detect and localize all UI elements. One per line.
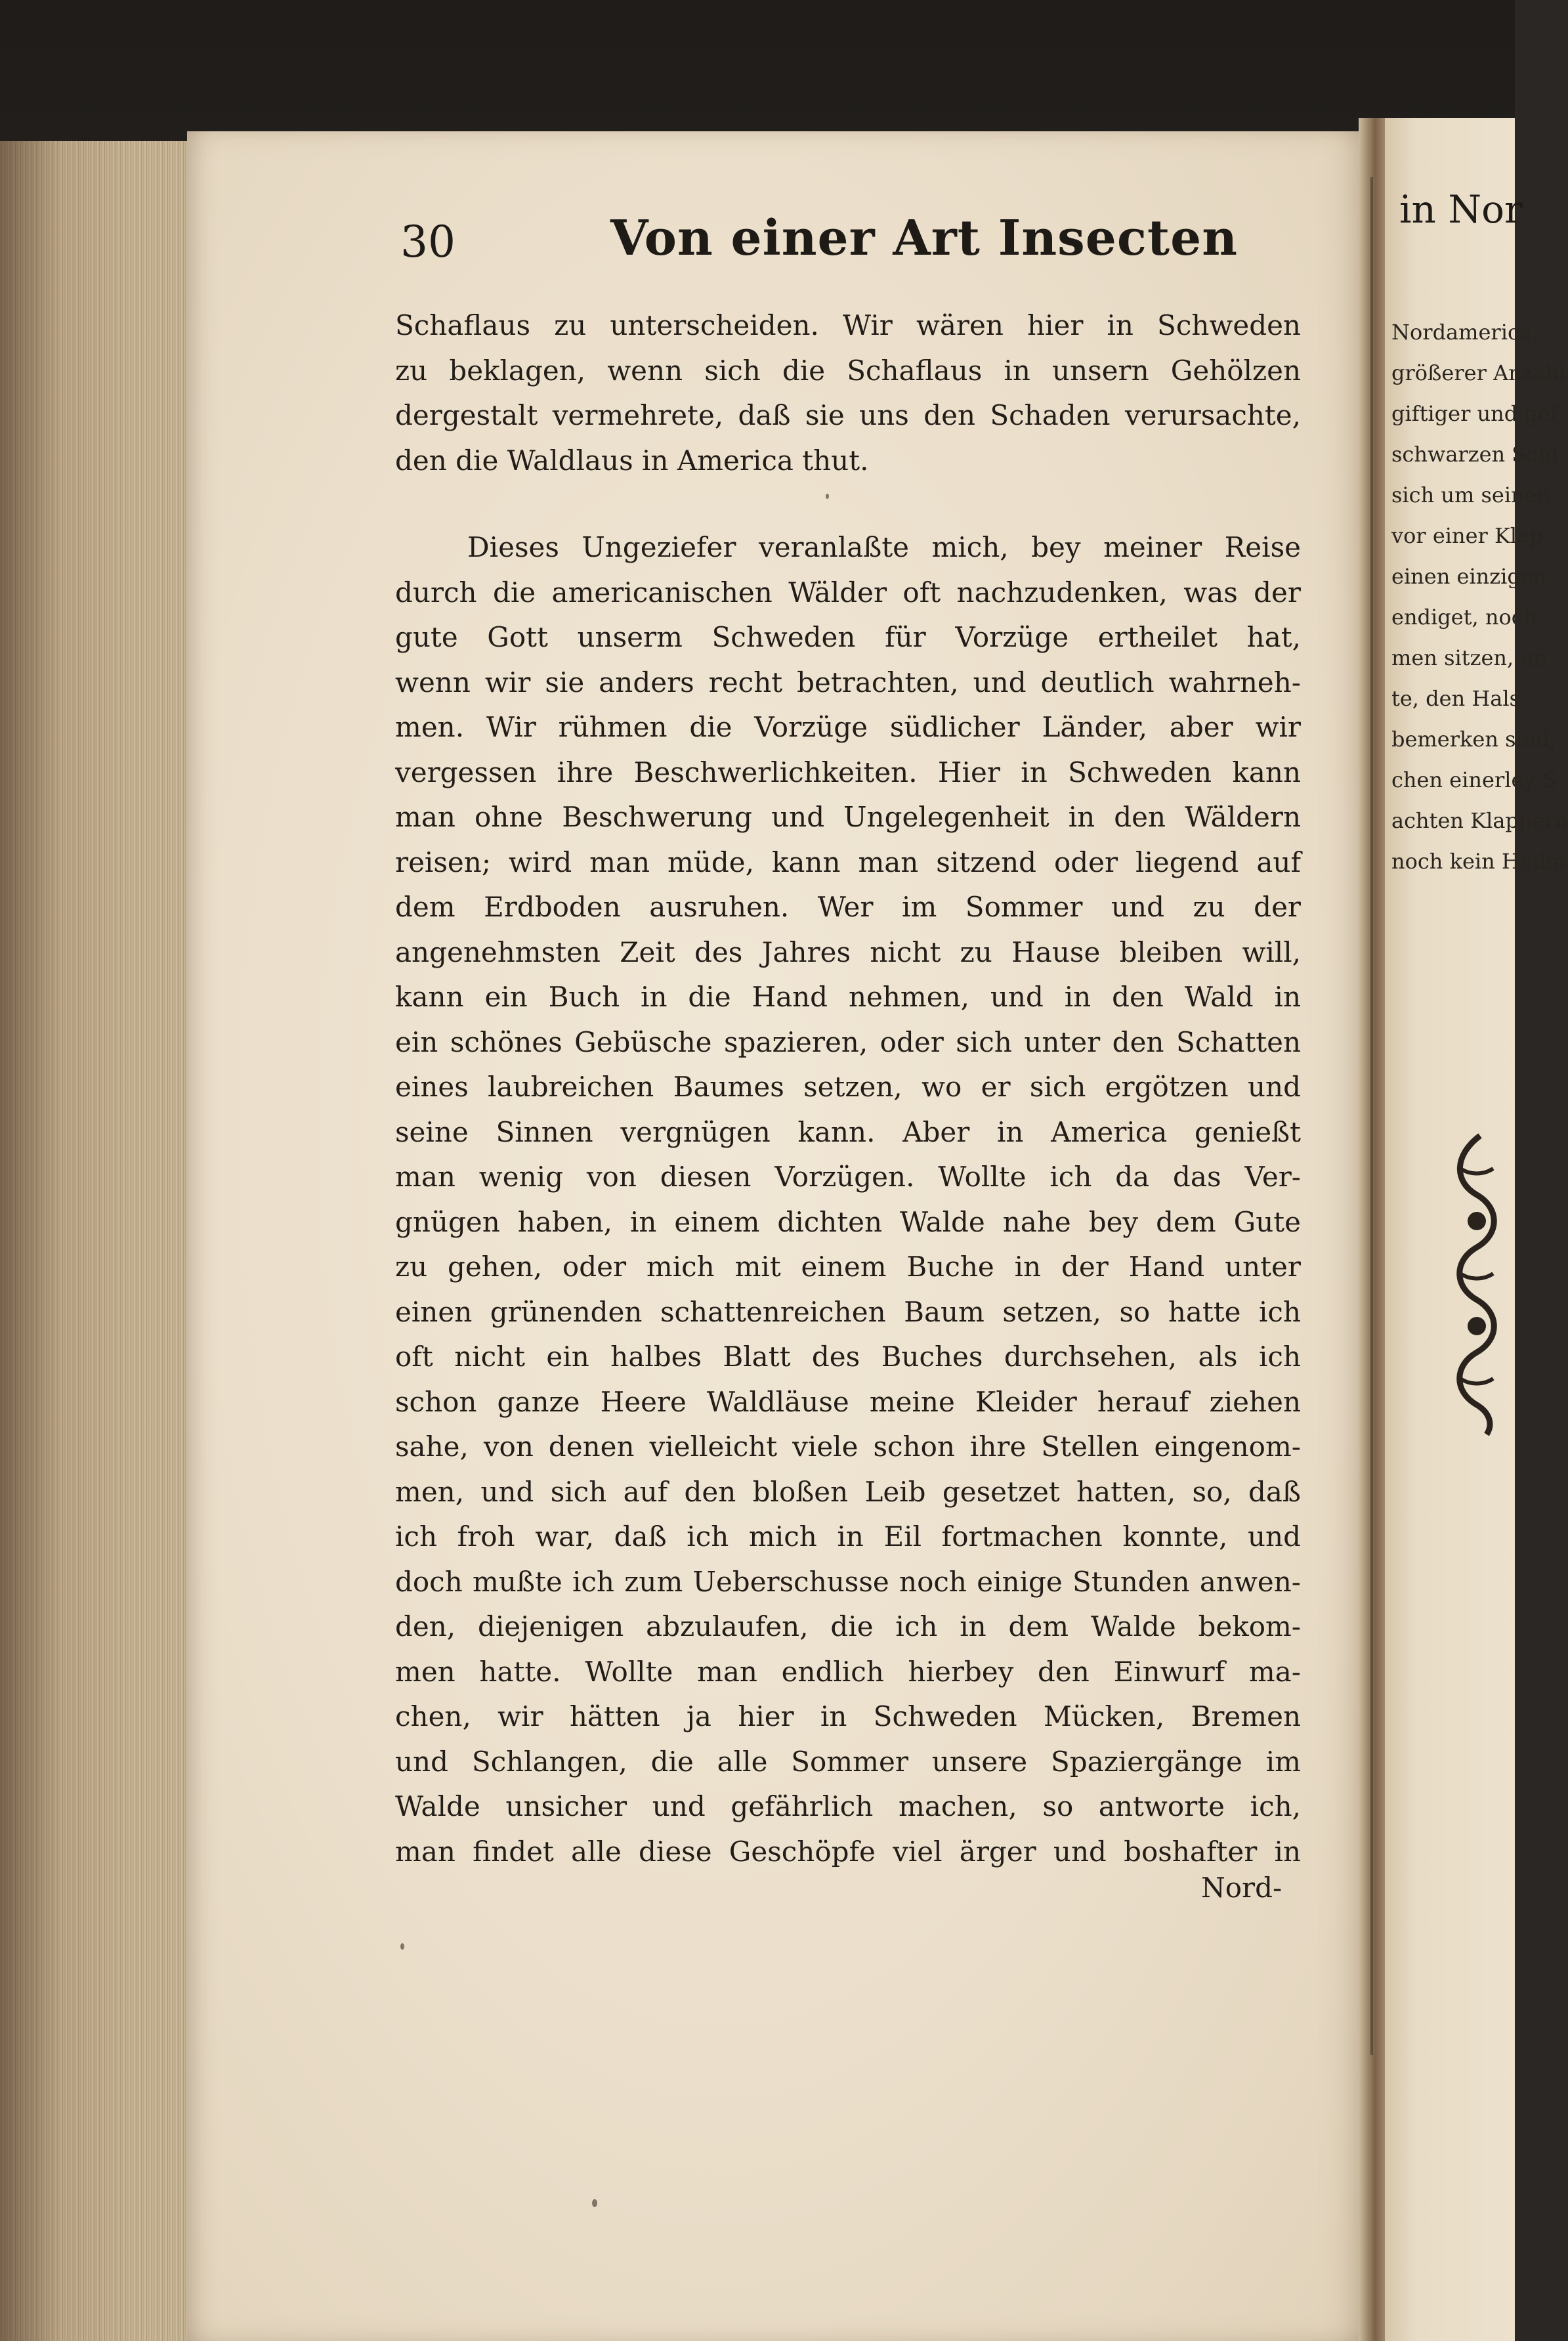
facing-line: chen einerley S [1391,767,1557,792]
paragraph-2 [395,525,1301,1874]
facing-line: achten Klappern [1391,808,1568,833]
text-line: eines laubreichen Baumes setzen, wo er sich ergötzen und [395,1071,1301,1103]
text-line: ein schönes Gebüsche spazieren, oder sich unter den Schatten [395,1025,1301,1058]
paper-speck [400,1943,404,1950]
text-line: den, diejenigen abzulaufen, die ich in dem Walde bekom- [395,1610,1301,1643]
facing-line: einen einzigen [1391,564,1547,589]
page-number: 30 [400,217,456,267]
text-line: durch die americanischen Wälder oft nachzudenken, was der [395,576,1301,609]
text-line: men, und sich auf den bloßen Leib gesetzet hatten, so, daß [395,1475,1301,1508]
facing-line: endiget, noch [1391,605,1537,630]
facing-line: schwarzen Schl [1391,442,1558,467]
text-line: wenn wir sie anders recht betrachten, und deutlich wahrneh- [395,666,1301,698]
text-line: sahe, von denen vielleicht viele schon ihre Stellen eingenom- [395,1430,1301,1463]
page-header [400,210,1300,282]
ornament-icon [1441,1129,1513,1438]
text-line: reisen; wird man müde, kann man sitzend oder liegend auf [395,846,1301,878]
text-line: man ohne Beschwerung und Ungelegenheit in den Wäldern [395,801,1301,833]
paper-speck [826,494,829,499]
text-line: schon ganze Heere Waldläuse meine Kleider herauf ziehen [395,1385,1301,1418]
text-line: chen, wir hätten ja hier in Schweden Mücken, Bremen [395,1700,1301,1732]
facing-line: bemerken sind, [1391,727,1557,752]
facing-page-text [1391,312,1568,882]
facing-line: men sitzen, un [1391,645,1548,670]
text-line: kann ein Buch in die Hand nehmen, und in den Wald in [395,981,1301,1013]
stacked-page-edges [0,141,199,2341]
text-line: dem Erdboden ausruhen. Wer im Sommer und zu der [395,891,1301,923]
text-line: ich froh war, daß ich mich in Eil fortmachen konnte, und [395,1520,1301,1553]
facing-line: giftiger und gef [1391,401,1558,426]
text-line: vergessen ihre Beschwerlichkeiten. Hier in Schweden kann [395,756,1301,788]
text-line: seine Sinnen vergnügen kann. Aber in America genießt [395,1115,1301,1148]
text-line: zu beklagen, wenn sich die Schaflaus in unsern Gehölzen [395,354,1301,387]
running-title: Von einer Art Insecten [610,210,1238,267]
facing-page-header: in Nor [1399,187,1523,232]
text-line: gnügen haben, in einem dichten Walde nahe bey dem Gute [395,1205,1301,1238]
facing-line: größerer Anzahl [1391,360,1566,385]
text-line: men. Wir rühmen die Vorzüge südlicher Länder, aber wir [395,711,1301,743]
facing-line: Nordamerica, [1391,320,1539,345]
text-line: oft nicht ein halbes Blatt des Buches durchsehen, als ich [395,1341,1301,1373]
text-line: angenehmsten Zeit des Jahres nicht zu Hause bleiben will, [395,935,1301,968]
facing-line: sich um seinen [1391,483,1551,507]
text-line: den die Waldlaus in America thut. [395,444,869,477]
text-line: man wenig von diesen Vorzügen. Wollte ich da das Ver- [395,1161,1301,1193]
text-line: Schaflaus zu unterscheiden. Wir wären hier in Schweden [395,309,1301,341]
paper-speck [592,2199,597,2207]
body-text [395,303,1301,1874]
paragraph-1 [395,303,1301,483]
text-line: dergestalt vermehrete, daß sie uns den Schaden verursachte, [395,399,1301,431]
text-line: gute Gott unserm Schweden für Vorzüge ertheilet hat, [395,621,1301,653]
facing-page-rule [1370,177,1373,2055]
paragraph-gap [395,483,1301,525]
text-line: man findet alle diese Geschöpfe viel ärger und boshafter in [395,1835,1301,1868]
facing-line: te, den Hals [1391,686,1520,711]
text-line: Walde unsicher und gefährlich machen, so antworte ich, [395,1790,1301,1822]
text-line: Dieses Ungeziefer veranlaßte mich, bey meiner Reise [467,531,1301,563]
text-line: einen grünenden schattenreichen Baum setzen, so hatte ich [395,1295,1301,1328]
catchword: Nord- [1201,1872,1282,1904]
facing-line: noch kein Heilm [1391,849,1566,874]
text-line: und Schlangen, die alle Sommer unsere Spaziergänge im [395,1745,1301,1778]
text-line: men hatte. Wollte man endlich hierbey den Einwurf ma- [395,1655,1301,1688]
text-line: zu gehen, oder mich mit einem Buche in der Hand unter [395,1251,1301,1283]
facing-line: vor einer Klap [1391,523,1543,548]
text-line: doch mußte ich zum Ueberschusse noch einige Stunden anwen- [395,1565,1301,1598]
